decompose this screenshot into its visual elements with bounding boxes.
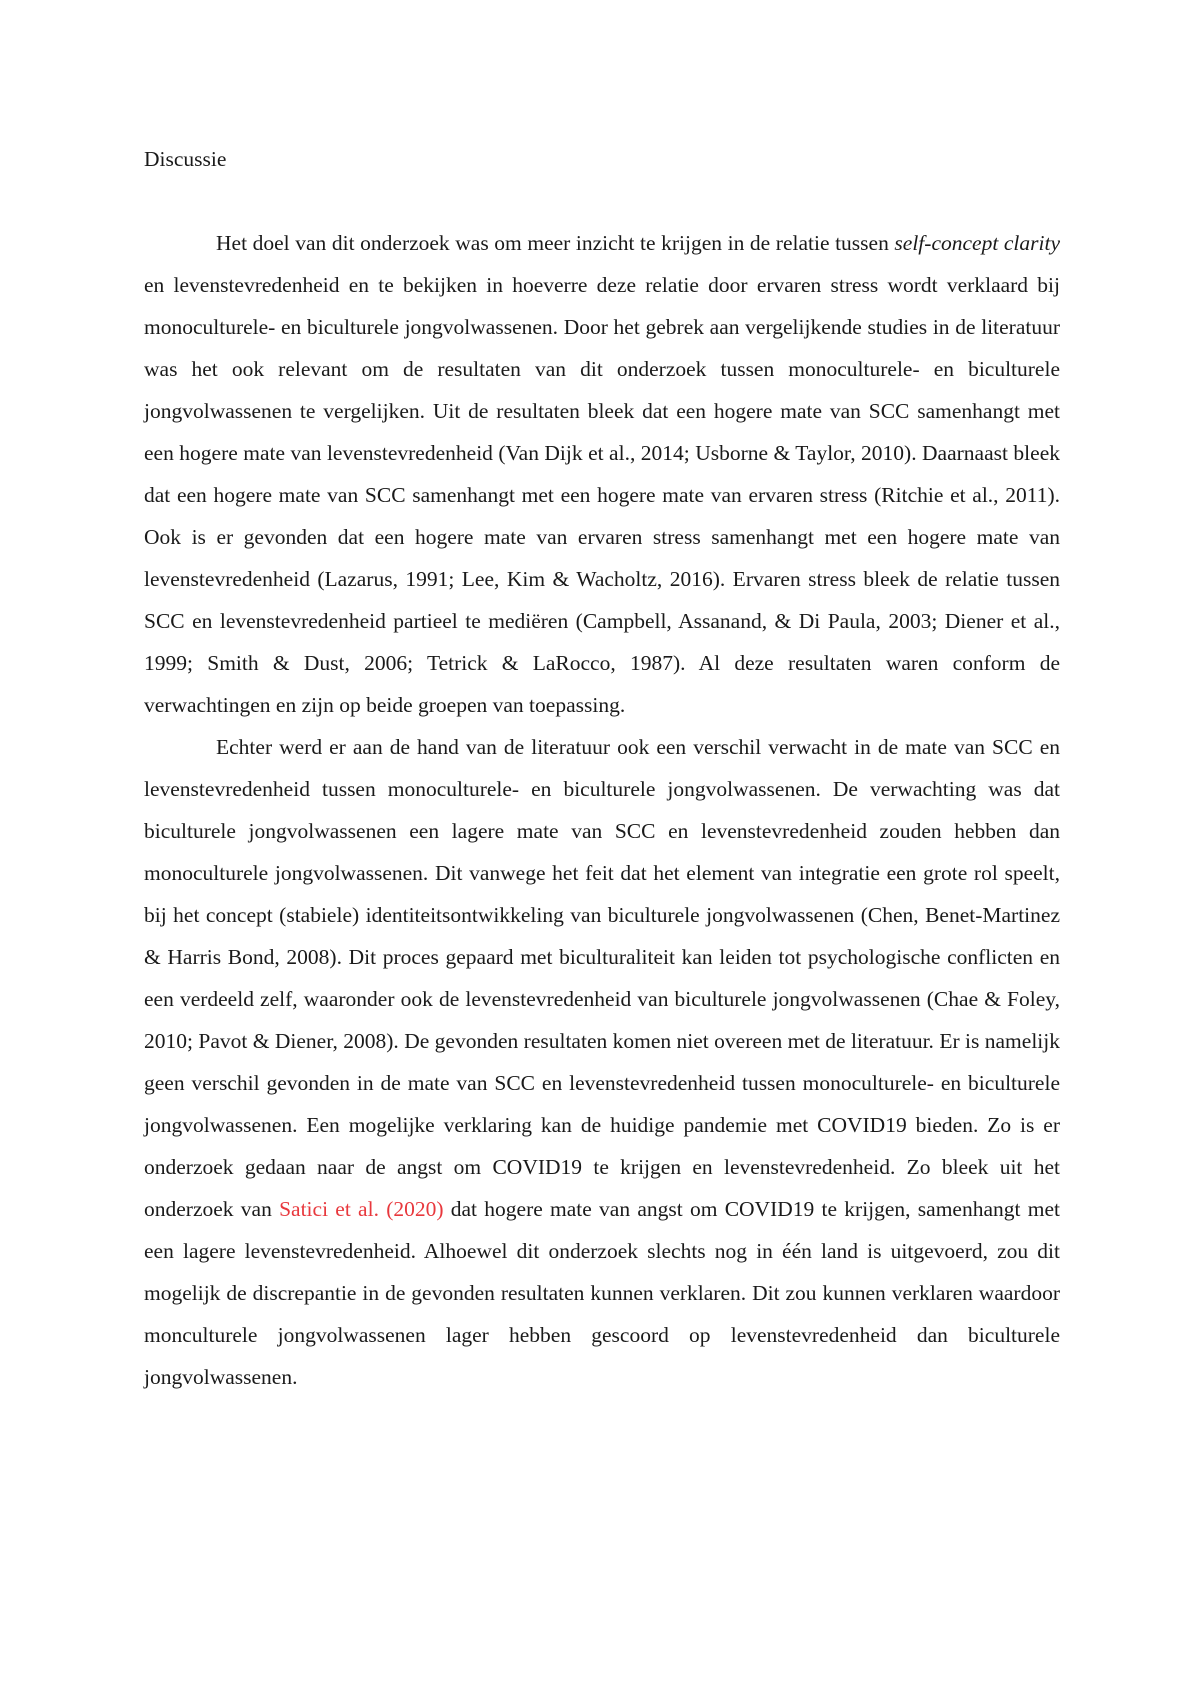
paragraph-1-term: self-concept clarity: [894, 231, 1060, 255]
paragraph-1-intro: Het doel van dit onderzoek was om meer inzicht te krijgen in de relatie tussen: [216, 231, 895, 255]
paragraph-2-after-link: dat hogere mate van angst om COVID19 te krijgen, samenhangt met een lagere levenstevredenheid. Alhoewel dit onderzoek slechts nog in één land is uitgevoerd, zou dit mogelijk de discrepantie in de gevonden resultaten kunnen verklaren. Dit zou kunnen verklaren waardoor monculturele jongvolwassenen lager hebben gescoord op levenstevredenheid dan biculturele jongvolwassenen.: [144, 1197, 1060, 1389]
document-body: [144, 138, 1060, 1398]
paragraph-2-before-link: Echter werd er aan de hand van de literatuur ook een verschil verwacht in de mate van SCC en levenstevredenheid tussen monoculturele- en biculturele jongvolwassenen. De verwachting was dat biculturele jongvolwassenen een lagere mate van SCC en levenstevredenheid zouden hebben dan monoculturele jongvolwassenen. Dit vanwege het feit dat het element van integratie een grote rol speelt, bij het concept (stabiele) identiteitsontwikkeling van biculturele jongvolwassenen (Chen, Benet-Martinez & Harris Bond, 2008). Dit proces gepaard met biculturaliteit kan leiden tot psychologische conflicten en een verdeeld zelf, waaronder ook de levenstevredenheid van biculturele jongvolwassenen (Chae & Foley, 2010; Pavot & Diener, 2008). De gevonden resultaten komen niet overeen met de literatuur. Er is namelijk geen verschil gevonden in de mate van SCC en levenstevredenheid tussen monoculturele- en biculturele jongvolwassenen. Een mogelijke verklaring kan de huidige pandemie met COVID19 bieden. Zo is er onderzoek gedaan naar de angst om COVID19 te krijgen en levenstevredenheid. Zo bleek uit het onderzoek van: [144, 735, 1060, 1221]
paragraph-1-rest: en levenstevredenheid en te bekijken in hoeverre deze relatie door ervaren stress wordt verklaard bij monoculturele- en biculturele jongvolwassenen. Door het gebrek aan vergelijkende studies in de literatuur was het ook relevant om de resultaten van dit onderzoek tussen monoculturele- en biculturele jongvolwassenen te vergelijken. Uit de resultaten bleek dat een hogere mate van SCC samenhangt met een hogere mate van levenstevredenheid (Van Dijk et al., 2014; Usborne & Taylor, 2010). Daarnaast bleek dat een hogere mate van SCC samenhangt met een hogere mate van ervaren stress (Ritchie et al., 2011). Ook is er gevonden dat een hogere mate van ervaren stress samenhangt met een hogere mate van levenstevredenheid (Lazarus, 1991; Lee, Kim & Wacholtz, 2016). Ervaren stress bleek de relatie tussen SCC en levenstevredenheid partieel te mediëren (Campbell, Assanand, & Di Paula, 2003; Diener et al., 1999; Smith & Dust, 2006; Tetrick & LaRocco, 1987). Al deze resultaten waren conform de verwachtingen en zijn op beide groepen van toepassing.: [144, 273, 1060, 717]
paragraph-1: [144, 222, 1060, 726]
citation-link-satici[interactable]: Satici et al. (2020): [279, 1197, 444, 1221]
section-heading: Discussie: [144, 147, 227, 171]
paragraph-2: [144, 726, 1060, 1398]
